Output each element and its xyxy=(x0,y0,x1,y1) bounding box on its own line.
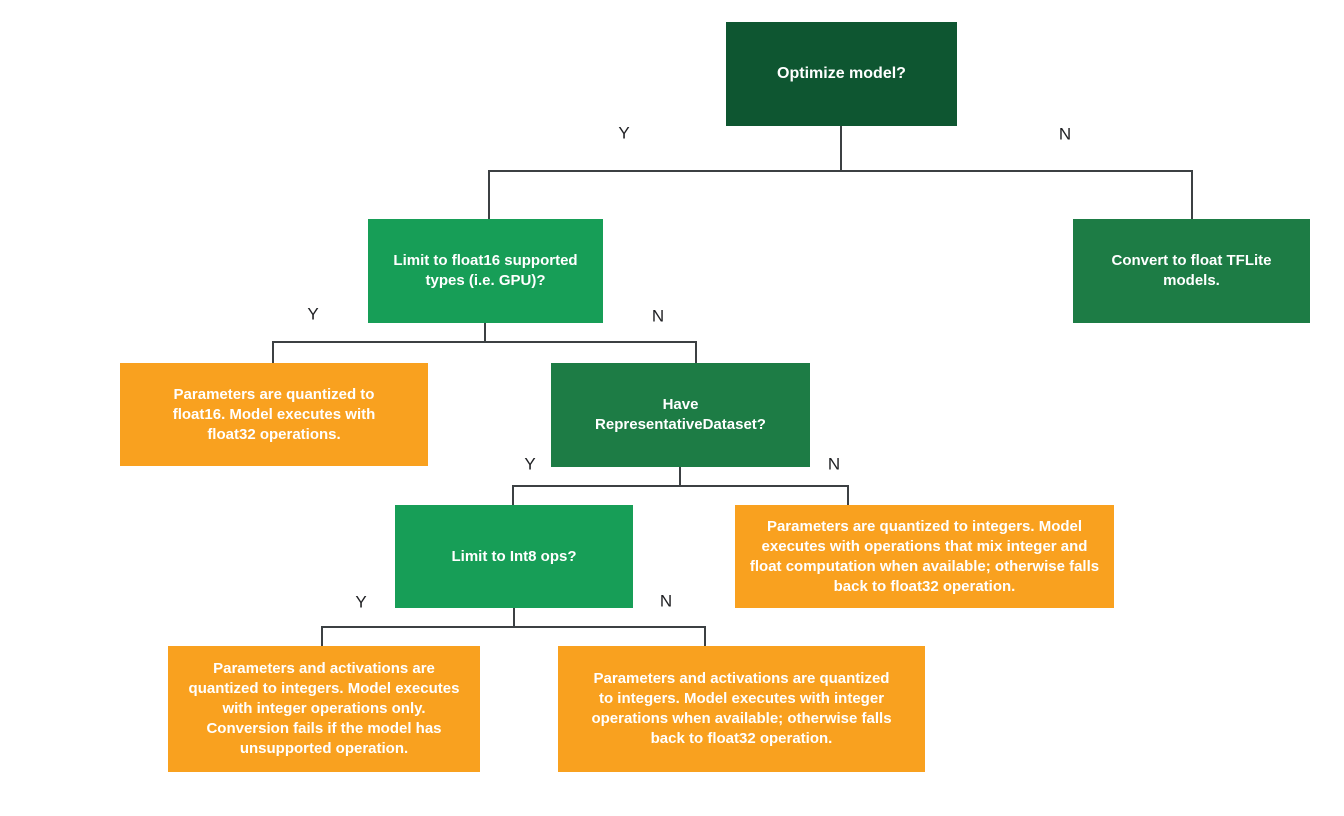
connector-line xyxy=(512,485,514,506)
connector-line xyxy=(513,485,849,487)
node-integer-fallback-result-label: Parameters and activations are quantized to integers. Model executes with integer operations when available; otherwise falls back to float32 operation. xyxy=(591,670,892,747)
node-mixed-integer-result-label: Parameters are quantized to integers. Model executes with operations that mix integer and float computation when available; otherwise falls back to float32 operation. xyxy=(749,517,1100,595)
connector-line xyxy=(489,170,1193,172)
connector-line xyxy=(484,323,486,343)
branch-label-int8-yes: Y xyxy=(355,592,367,612)
connector-line xyxy=(321,626,323,647)
node-limit-int8-ops xyxy=(395,505,633,608)
connector-line xyxy=(847,485,849,506)
node-integer-only-result xyxy=(168,646,480,772)
branch-label-int8-no: N xyxy=(659,591,673,611)
node-float16-result-label: Parameters are quantized to float16. Model executes with float32 operations. xyxy=(172,385,376,443)
node-have-representative-dataset-label: Have RepresentativeDataset? xyxy=(595,396,766,433)
connector-line xyxy=(1191,170,1193,220)
connector-line xyxy=(322,626,706,628)
branch-label-optimize-no: N xyxy=(1058,124,1072,144)
branch-label-dataset-yes: Y xyxy=(524,454,536,474)
connector-line xyxy=(273,341,697,343)
branch-label-dataset-no: N xyxy=(827,454,841,474)
node-optimize-model-label: Optimize model? xyxy=(777,65,906,82)
node-limit-float16 xyxy=(368,219,603,323)
node-convert-float-tflite xyxy=(1073,219,1310,323)
connector-line xyxy=(840,126,842,172)
node-integer-fallback-result xyxy=(558,646,925,772)
connector-line xyxy=(704,626,706,647)
branch-label-float16-no: N xyxy=(651,306,665,326)
branch-label-optimize-yes: Y xyxy=(618,123,630,143)
node-limit-int8-ops-label: Limit to Int8 ops? xyxy=(451,547,577,565)
connector-line xyxy=(513,608,515,628)
connector-line xyxy=(272,341,274,364)
branch-label-float16-yes: Y xyxy=(307,304,319,324)
connector-line xyxy=(488,170,490,220)
node-integer-only-result-label: Parameters and activations are quantized to integers. Model executes with integer operations only. Conversion fails if the model has unsupported operation. xyxy=(188,660,460,757)
node-float16-result xyxy=(120,363,428,466)
connector-line xyxy=(679,467,681,487)
node-optimize-model xyxy=(726,22,957,126)
node-mixed-integer-result xyxy=(735,505,1114,608)
node-convert-float-tflite-label: Convert to float TFLite models. xyxy=(1111,252,1272,289)
node-have-representative-dataset xyxy=(551,363,810,467)
connector-line xyxy=(695,341,697,364)
node-limit-float16-label: Limit to float16 supported types (i.e. GPU)? xyxy=(393,252,578,289)
